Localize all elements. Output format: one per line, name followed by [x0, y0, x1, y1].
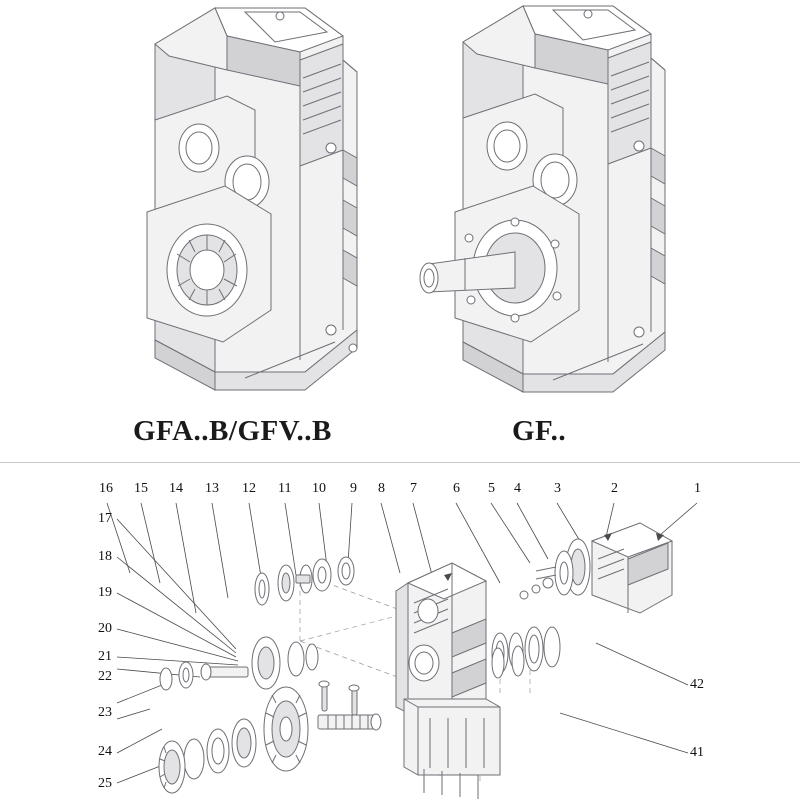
callout-7: 7	[410, 481, 417, 496]
callout-9: 9	[350, 481, 357, 496]
callout-24: 24	[98, 744, 112, 759]
callout-18: 18	[98, 549, 112, 564]
callout-12: 12	[242, 481, 256, 496]
callout-13: 13	[205, 481, 219, 496]
callout-15: 15	[134, 481, 148, 496]
exploded-parts-diagram	[0, 463, 800, 800]
callout-6: 6	[453, 481, 460, 496]
callout-2: 2	[611, 481, 618, 496]
callout-25: 25	[98, 776, 112, 791]
callout-8: 8	[378, 481, 385, 496]
gearbox-isometric-left	[95, 0, 385, 400]
callout-10: 10	[312, 481, 326, 496]
callout-41: 41	[690, 745, 704, 760]
callout-4: 4	[514, 481, 521, 496]
caption-left: GFA..B/GFV..B	[133, 415, 332, 447]
callout-21: 21	[98, 649, 112, 664]
gearbox-isometric-right	[405, 0, 705, 400]
callout-42: 42	[690, 677, 704, 692]
callout-11: 11	[278, 481, 292, 496]
callout-16: 16	[99, 481, 113, 496]
callout-14: 14	[169, 481, 183, 496]
callout-3: 3	[554, 481, 561, 496]
callout-17: 17	[98, 511, 112, 526]
callout-23: 23	[98, 705, 112, 720]
callout-5: 5	[488, 481, 495, 496]
callout-22: 22	[98, 669, 112, 684]
callout-1: 1	[694, 481, 701, 496]
caption-right: GF..	[512, 415, 567, 447]
callout-20: 20	[98, 621, 112, 636]
callout-19: 19	[98, 585, 112, 600]
